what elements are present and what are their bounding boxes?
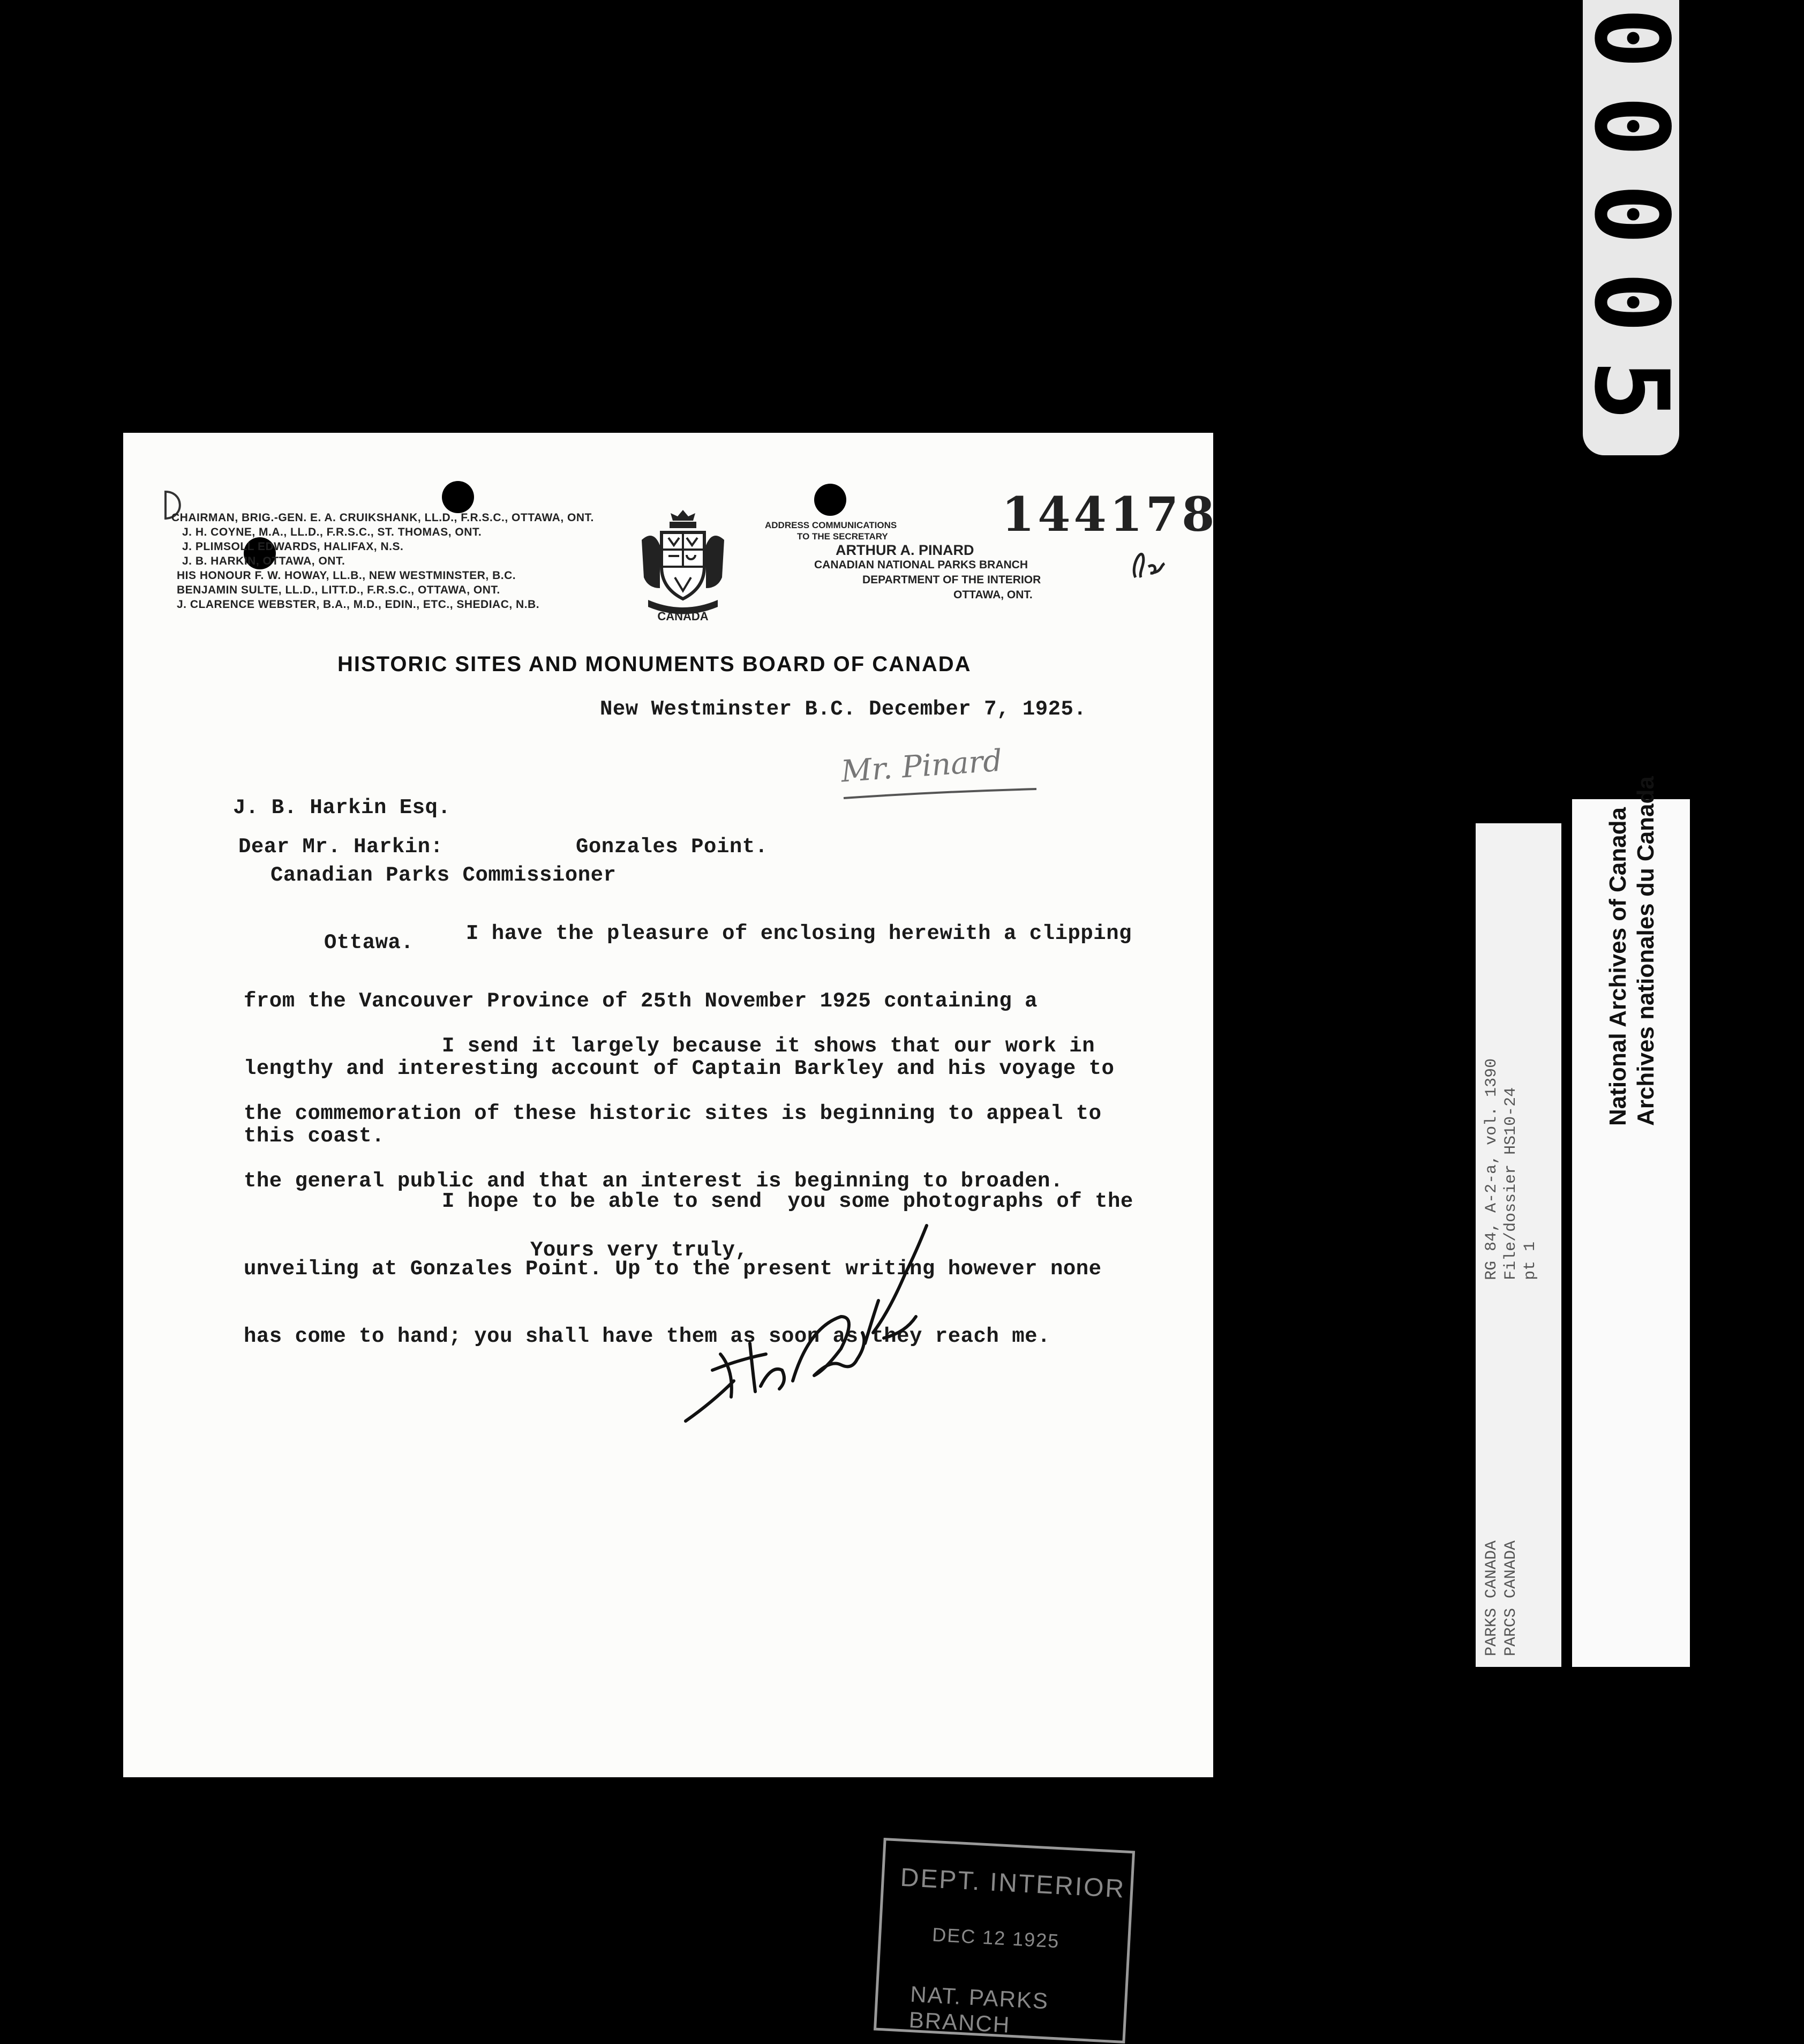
paragraph-line: has come to hand; you shall have them as soon as they reach me. <box>244 1325 1050 1348</box>
archive-line: National Archives of Canada <box>1605 807 1631 1126</box>
recipient-line: J. B. Harkin Esq. <box>233 796 451 820</box>
handwritten-note: Mr. Pinard <box>840 743 1004 790</box>
paragraph-line: the commemoration of these historic sites is beginning to appeal to <box>244 1102 1102 1125</box>
frame-number: 00005 <box>1572 7 1690 448</box>
salutation: Dear Mr. Harkin: <box>238 835 444 859</box>
paragraph-line: unveiling at Gonzales Point. Up to the present writing however none <box>244 1257 1102 1281</box>
paragraph-line: the general public and that an interest is beginning to broaden. <box>244 1169 1063 1193</box>
archive-label-text <box>1572 776 1690 1667</box>
address-intro-line: ADDRESS COMMUNICATIONS <box>765 520 897 530</box>
coat-of-arms-icon <box>637 508 728 620</box>
paragraph-line: from the Vancouver Province of 25th November 1925 containing a <box>244 989 1038 1013</box>
paragraph-line: I hope to be able to send you some photographs of the <box>442 1190 1133 1213</box>
note-underline <box>841 786 1039 802</box>
recipient-line: Canadian Parks Commissioner <box>270 863 617 887</box>
closing: Yours very truly, <box>530 1238 748 1262</box>
board-member: J. B. HARKIN, OTTAWA, ONT. <box>182 555 345 567</box>
punch-hole <box>442 481 474 513</box>
stamp-date: DEC 12 1925 <box>931 1923 1061 1952</box>
address-intro-line: TO THE SECRETARY <box>797 531 888 542</box>
board-title: HISTORIC SITES AND MONUMENTS BOARD OF CANADA <box>337 652 972 676</box>
archive-line: Archives nationales du Canada <box>1633 776 1659 1126</box>
reference-line: PARCS CANADA File/dossier HS10-24 <box>1502 1087 1520 1656</box>
address-intro <box>765 520 942 542</box>
letter-sheet <box>123 433 1218 2038</box>
board-members-list <box>171 510 594 612</box>
received-stamp <box>874 1838 1135 2043</box>
board-member: BENJAMIN SULTE, LL.D., LITT.D., F.R.S.C., OTTAWA, ONT. <box>177 584 500 596</box>
reference-label <box>1476 823 1561 1667</box>
board-member: CHAIRMAN, BRIG.-GEN. E. A. CRUIKSHANK, LL.D., F.R.S.C., OTTAWA, ONT. <box>171 512 594 524</box>
file-number: 144178 <box>1002 486 1218 542</box>
crest-caption: CANADA <box>657 610 709 623</box>
handwritten-initial-icon <box>1125 545 1168 583</box>
paragraph-line: this coast. <box>244 1124 385 1148</box>
reference-line: pt 1 <box>1521 1241 1539 1656</box>
secretary-city: OTTAWA, ONT. <box>953 589 1033 601</box>
punch-hole <box>814 484 846 516</box>
board-member: J. CLARENCE WEBSTER, B.A., M.D., EDIN., ETC., SHEDIAC, N.B. <box>177 598 540 611</box>
place-date: New Westminster B.C. December 7, 1925. <box>600 697 1087 721</box>
signature-icon <box>680 1209 937 1429</box>
reference-line: PARKS CANADA RG 84, A-2-a, vol. 1390 <box>1483 1058 1501 1656</box>
recipient-line: Ottawa. <box>324 931 414 955</box>
secretary-dept: DEPARTMENT OF THE INTERIOR <box>862 574 1041 586</box>
subject: Gonzales Point. <box>576 835 768 859</box>
board-member: HIS HONOUR F. W. HOWAY, LL.B., NEW WESTMINSTER, B.C. <box>177 569 516 582</box>
paragraph-line: I have the pleasure of enclosing herewith a clipping <box>466 922 1132 945</box>
secretary-branch: CANADIAN NATIONAL PARKS BRANCH <box>814 559 1028 571</box>
reference-label-text <box>1476 823 1561 1667</box>
stamp-line-1: DEPT. INTERIOR <box>899 1863 1126 1904</box>
paragraph-line: I send it largely because it shows that our work in <box>442 1034 1095 1058</box>
secretary-address <box>814 542 1114 603</box>
frame-number-strip <box>1572 0 1690 455</box>
board-member: J. H. COYNE, M.A., LL.D., F.R.S.C., ST. THOMAS, ONT. <box>182 526 482 538</box>
board-member: J. PLIMSOLL EDWARDS, HALIFAX, N.S. <box>182 540 404 553</box>
paragraph-line: lengthy and interesting account of Captain Barkley and his voyage to <box>244 1057 1115 1080</box>
stamp-line-3: NAT. PARKS BRANCH <box>908 1981 1050 2038</box>
secretary-name: ARTHUR A. PINARD <box>836 542 974 558</box>
archive-label <box>1572 776 1690 1667</box>
